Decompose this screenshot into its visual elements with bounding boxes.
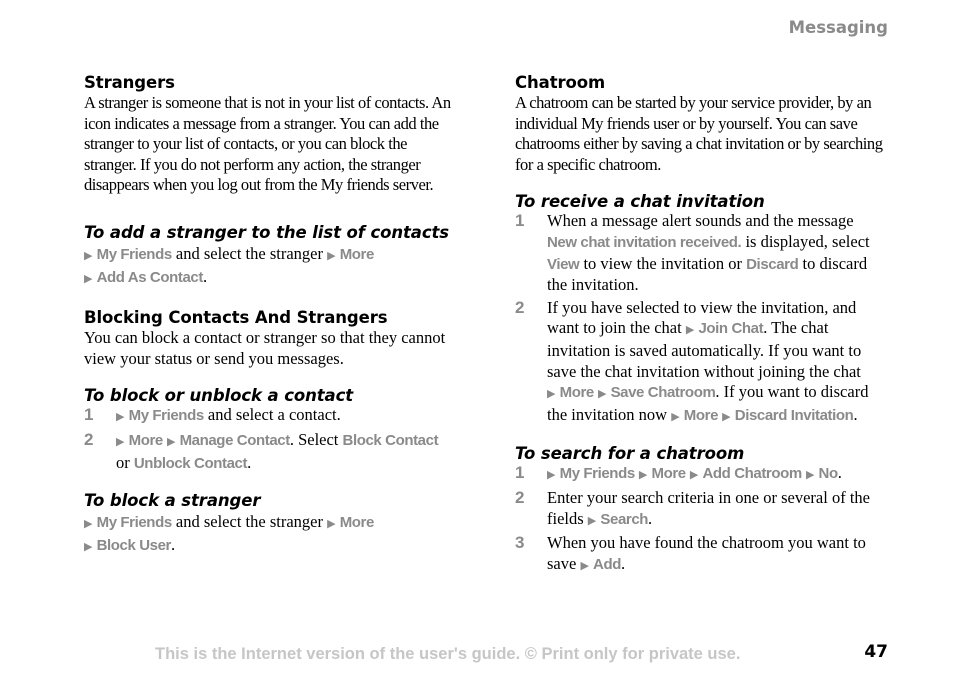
- menu-item-add-as-contact: Add As Contact: [96, 268, 203, 286]
- chatroom-heading: Chatroom: [515, 73, 606, 92]
- receive-invitation-steps: [515, 211, 887, 427]
- list-item: 2 Enter your search criteria in one or several of the fields ▶ Search.: [515, 488, 887, 531]
- step-number: 1: [515, 463, 525, 483]
- arrow-right-icon: ▶: [84, 271, 93, 285]
- menu-item-my-friends: My Friends: [128, 407, 204, 425]
- arrow-right-icon: ▶: [689, 468, 699, 482]
- step-number: 2: [84, 429, 94, 449]
- menu-item-more: More: [559, 384, 594, 402]
- arrow-right-icon: ▶: [597, 387, 607, 401]
- step-number: 2: [515, 297, 525, 317]
- block-unblock-steps: [84, 405, 456, 474]
- menu-item-view: View: [547, 255, 580, 273]
- arrow-right-icon: ▶: [84, 248, 93, 262]
- step-number: 1: [84, 405, 94, 425]
- arrow-right-icon: ▶: [84, 517, 93, 531]
- menu-item-more: More: [339, 245, 374, 263]
- menu-item-discard-invitation: Discard Invitation: [734, 406, 854, 424]
- menu-item-block-user: Block User: [96, 536, 171, 554]
- list-item: 2 If you have selected to view the invitation, and want to join the chat ▶ Join Chat. The chat invitation is saved automatically. If you want to save the chat invitation without joining the chat ▶ More ▶ Save Chatroom. If you want to discard the invitation now ▶ More ▶ Discard Invitation.: [515, 298, 887, 428]
- menu-item-unblock-contact: Unblock Contact: [133, 454, 248, 472]
- menu-item-save-chatroom: Save Chatroom: [610, 384, 716, 402]
- strangers-body: A stranger is someone that is not in your list of contacts. An icon indicates a message from a stranger. You can add the stranger to your list of contacts, or you can block the stranger. If you do not perform any action, the stranger disappears when you log out from the My friends server.: [84, 93, 451, 195]
- menu-item-more: More: [128, 431, 163, 449]
- arrow-right-icon: ▶: [547, 387, 556, 401]
- menu-item-more: More: [339, 514, 374, 532]
- block-stranger-instruction: ▶ My Friends and select the stranger ▶ More ▶ Block User.: [84, 512, 374, 554]
- list-item: 2 ▶ More ▶ Manage Contact. Select Block Contact or Unblock Contact.: [84, 430, 456, 474]
- menu-item-my-friends: My Friends: [559, 465, 635, 483]
- arrow-right-icon: ▶: [580, 558, 589, 572]
- strangers-heading: Strangers: [84, 73, 175, 92]
- footer-notice: This is the Internet version of the user's guide. © Print only for private use.: [155, 645, 741, 663]
- arrow-right-icon: ▶: [116, 434, 125, 448]
- list-item: 3 When you have found the chatroom you want to save ▶ Add.: [515, 533, 887, 576]
- step-number: 3: [515, 533, 525, 553]
- arrow-right-icon: ▶: [327, 517, 336, 531]
- menu-item-add-chatroom: Add Chatroom: [702, 465, 802, 483]
- menu-item-my-friends: My Friends: [96, 514, 172, 532]
- arrow-right-icon: ▶: [327, 248, 336, 262]
- add-stranger-instruction: ▶ My Friends and select the stranger ▶ More ▶ Add As Contact.: [84, 243, 374, 286]
- list-item: 1 ▶ My Friends ▶ More ▶ Add Chatroom ▶ No.: [515, 463, 887, 486]
- menu-item-discard: Discard: [746, 255, 799, 273]
- blocking-body: You can block a contact or stranger so that they cannot view your status or send you messages.: [84, 328, 446, 368]
- page-header-title: Messaging: [788, 18, 888, 37]
- arrow-right-icon: ▶: [587, 513, 597, 527]
- menu-item-more: More: [683, 406, 719, 424]
- menu-item-search: Search: [600, 510, 649, 528]
- search-chatroom-steps: [515, 463, 887, 576]
- list-item: 1 When a message alert sounds and the message New chat invitation received. is displayed, select View to view the invitation or Discard to discard the invitation.: [515, 211, 870, 295]
- arrow-right-icon: ▶: [638, 468, 648, 482]
- menu-item-no: No: [818, 465, 838, 483]
- blocking-heading: Blocking Contacts And Strangers: [84, 308, 388, 328]
- page-number: 47: [864, 642, 888, 662]
- block-stranger-heading: To block a stranger: [84, 491, 261, 511]
- arrow-right-icon: ▶: [84, 539, 93, 553]
- menu-item-add: Add: [593, 555, 622, 573]
- arrow-right-icon: ▶: [547, 468, 556, 482]
- add-stranger-heading: To add a stranger to the list of contacts: [84, 222, 450, 242]
- list-item: 1 ▶ My Friends and select a contact.: [84, 405, 456, 428]
- menu-item-block-contact: Block Contact: [342, 431, 439, 449]
- block-unblock-heading: To block or unblock a contact: [84, 386, 354, 406]
- step-number: 2: [515, 487, 525, 507]
- arrow-right-icon: ▶: [805, 468, 815, 482]
- left-column: [84, 73, 456, 557]
- arrow-right-icon: ▶: [722, 409, 731, 423]
- arrow-right-icon: ▶: [671, 409, 680, 423]
- right-column: [515, 73, 887, 576]
- search-chatroom-heading: To search for a chatroom: [515, 444, 745, 464]
- arrow-right-icon: ▶: [166, 434, 176, 448]
- message-new-chat-invitation: New chat invitation received.: [547, 233, 742, 251]
- arrow-right-icon: ▶: [116, 410, 125, 424]
- arrow-right-icon: ▶: [685, 323, 695, 337]
- step-number: 1: [515, 211, 525, 231]
- menu-item-manage-contact: Manage Contact: [179, 431, 290, 449]
- receive-invitation-heading: To receive a chat invitation: [515, 192, 765, 212]
- menu-item-my-friends: My Friends: [96, 245, 172, 263]
- chatroom-body: A chatroom can be started by your service provider, by an individual My friends user or by yourself. You can save chatrooms either by saving a chat invitation or by searching for a specific chatroom.: [515, 93, 883, 174]
- menu-item-join-chat: Join Chat: [698, 320, 764, 338]
- menu-item-more: More: [651, 465, 686, 483]
